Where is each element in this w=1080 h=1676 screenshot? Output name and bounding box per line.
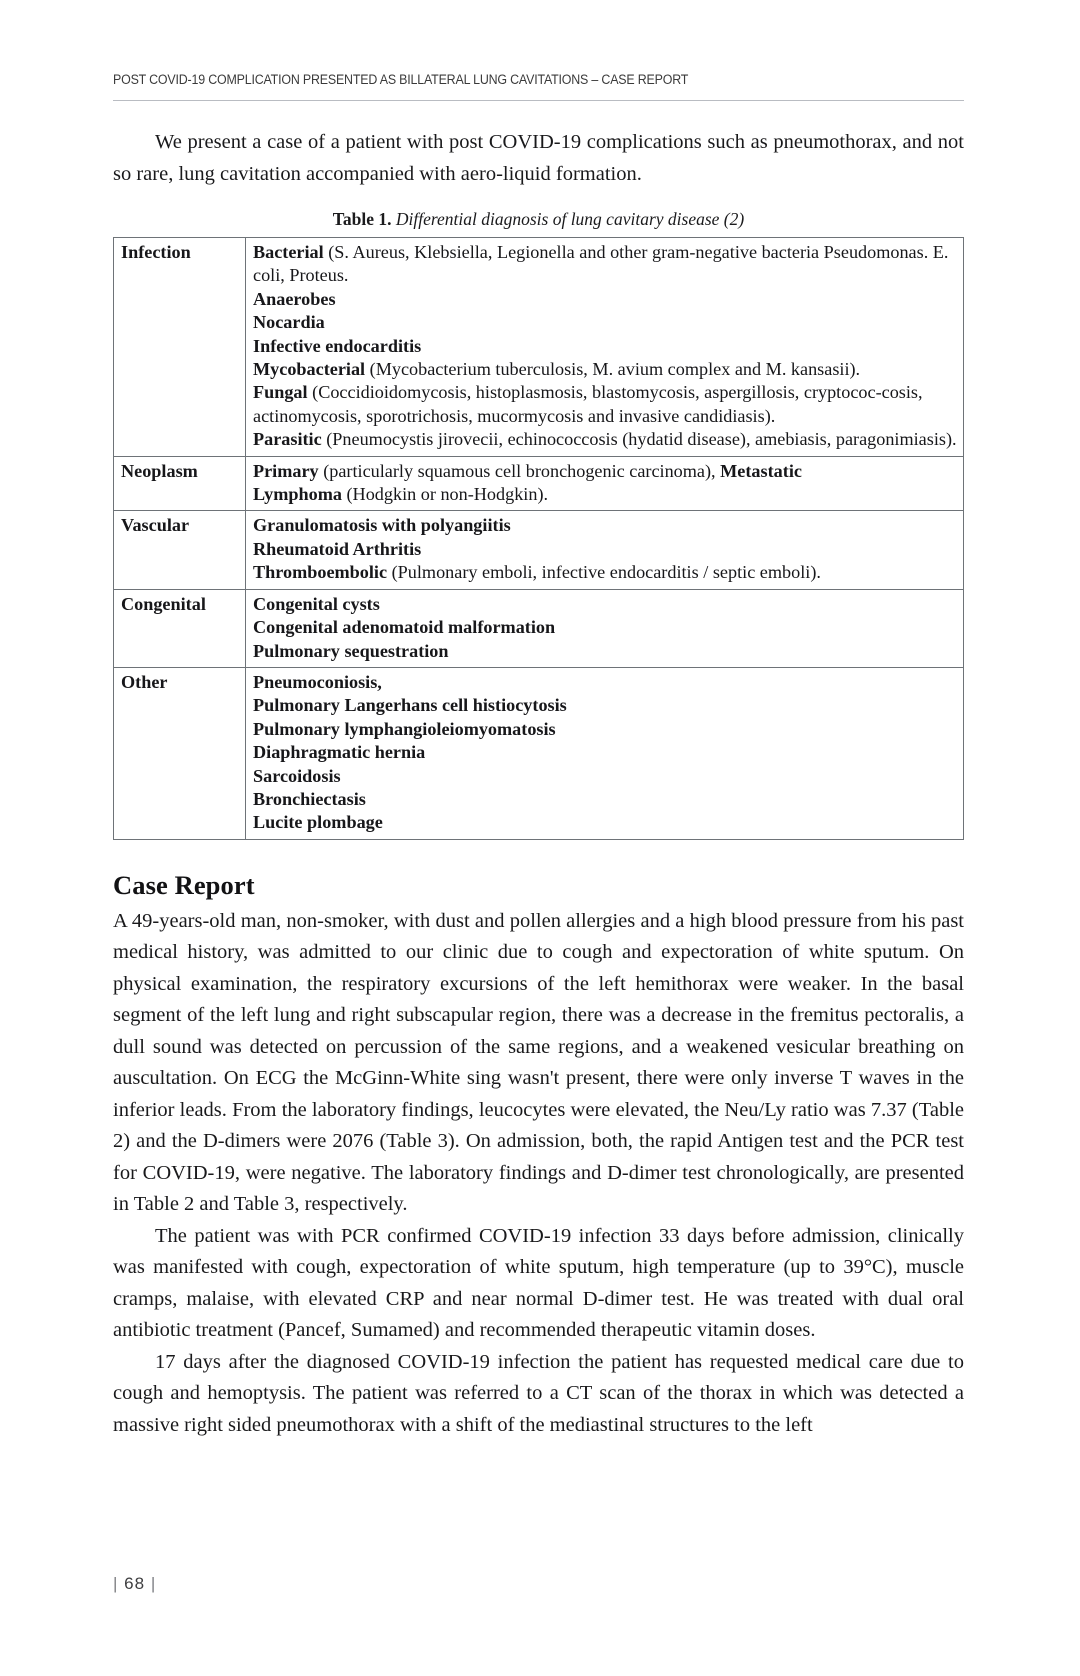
table-row	[114, 589, 964, 667]
page-footer	[113, 1574, 156, 1594]
row-items-congenital	[246, 589, 964, 667]
table-caption-label: Table 1.	[332, 209, 392, 229]
item-line: Pulmonary Langerhans cell histiocytosis	[253, 695, 567, 716]
row-category-vascular: Vascular	[114, 511, 246, 589]
item-line: Bronchiectasis	[253, 788, 366, 809]
item-line: Lucite plombage	[253, 812, 383, 833]
table-caption-text: Differential diagnosis of lung cavitary disease (2)	[395, 209, 745, 229]
table-row	[114, 238, 964, 457]
running-head: POST COVID-19 COMPLICATION PRESENTED AS BILLATERAL LUNG CAVITATIONS – CASE REPORT	[113, 72, 689, 87]
table-row	[114, 456, 964, 511]
item-line: Congenital adenomatoid malformation	[253, 617, 556, 638]
row-category-other: Other	[114, 667, 246, 839]
footer-left-bar: |	[113, 1574, 119, 1593]
differential-diagnosis-table	[113, 237, 964, 840]
item-line: Parasitic (Pneumocystis jirovecii, echinococcosis (hydatid disease), amebiasis, paragonimiasis).	[253, 429, 957, 450]
table-row	[114, 511, 964, 589]
item-line: Primary (particularly squamous cell bronchogenic carcinoma), Metastatic	[253, 460, 802, 481]
item-line: Pulmonary lymphangioleiomyomatosis	[253, 718, 556, 739]
item-line: Bacterial (S. Aureus, Klebsiella, Legionella and other gram-negative bacteria Pseudomonas. E. coli, Proteus.	[253, 242, 949, 286]
item-line: Sarcoidosis	[253, 765, 341, 786]
item-line: Pneumoconiosis,	[253, 671, 382, 692]
page-number: 68	[124, 1574, 146, 1593]
intro-paragraph: We present a case of a patient with post COVID-19 complications such as pneumothorax, and not so rare, lung cavitation accompanied with aero-liquid formation.	[113, 131, 964, 185]
item-line: Nocardia	[253, 312, 325, 333]
item-line: Mycobacterial (Mycobacterium tuberculosis, M. avium complex and M. kansasii).	[253, 359, 861, 380]
table-body	[114, 238, 964, 840]
item-line: Diaphragmatic hernia	[253, 742, 426, 763]
row-items-infection	[246, 238, 964, 457]
item-line: Congenital cysts	[253, 593, 380, 614]
row-items-other	[246, 667, 964, 839]
row-category-neoplasm: Neoplasm	[114, 456, 246, 511]
item-line: Infective endocarditis	[253, 335, 422, 356]
item-line: Granulomatosis with polyangiitis	[253, 515, 511, 536]
page-content	[113, 0, 964, 1441]
item-line: Pulmonary sequestration	[253, 640, 449, 661]
item-line: Rheumatoid Arthritis	[253, 538, 422, 559]
running-head-divider	[113, 100, 964, 101]
case-report-paragraph-1: A 49-years-old man, non-smoker, with dust and pollen allergies and a high blood pressure from his past medical history, was admitted to our clinic due to cough and expectoration of white sputum. On physical examination, the respiratory excursions of the left hemithorax were weaker. In the basal segment of the left lung and right subscapular region, there was a decrease in the fremitus pectoralis, a dull sound was detected on percussion of the same regions, and a weakened vesicular breathing on auscultation. On ECG the McGinn-White sing wasn't present, there were only inverse T waves in the inferior leads. From the laboratory findings, leucocytes were elevated, the Neu/Ly ratio was 7.37 (Table 2) and the D-dimers were 2076 (Table 3). On admission, both, the rapid Antigen test and the PCR test for COVID-19, were negative. The laboratory findings and D-dimer test chronologically, are presented in Table 2 and Table 3, respectively.	[113, 909, 964, 1216]
row-category-congenital: Congenital	[114, 589, 246, 667]
item-line: Lymphoma (Hodgkin or non-Hodgkin).	[253, 484, 549, 505]
section-heading-case-report: Case Report	[113, 869, 255, 900]
footer-right-bar: |	[150, 1574, 157, 1593]
row-category-infection: Infection	[114, 238, 246, 457]
row-items-neoplasm	[246, 456, 964, 511]
item-line: Thromboembolic (Pulmonary emboli, infective endocarditis / septic emboli).	[253, 562, 821, 583]
table-row	[114, 667, 964, 839]
table-caption	[113, 209, 964, 230]
row-items-vascular	[246, 511, 964, 589]
case-report-paragraph-2: The patient was with PCR confirmed COVID-19 infection 33 days before admission, clinically was manifested with cough, expectoration of white sputum, high temperature (up to 39°C), muscle cramps, malaise, with elevated CRP and near normal D-dimer test. He was treated with dual oral antibiotic treatment (Pancef, Sumamed) and recommended therapeutic vitamin doses.	[113, 1224, 964, 1342]
case-report-paragraph-3: 17 days after the diagnosed COVID-19 infection the patient has requested medical care due to cough and hemoptysis. The patient was referred to a CT scan of the thorax in which was detected a massive right sided pneumothorax with a shift of the mediastinal structures to the left	[113, 1350, 964, 1436]
item-line: Fungal (Coccidioidomycosis, histoplasmosis, blastomycosis, aspergillosis, cryptococ-cosis, actinomycosis, sporotrichosis, mucormycosis and invasive candidiasis).	[253, 382, 923, 426]
item-line: Anaerobes	[253, 288, 336, 309]
